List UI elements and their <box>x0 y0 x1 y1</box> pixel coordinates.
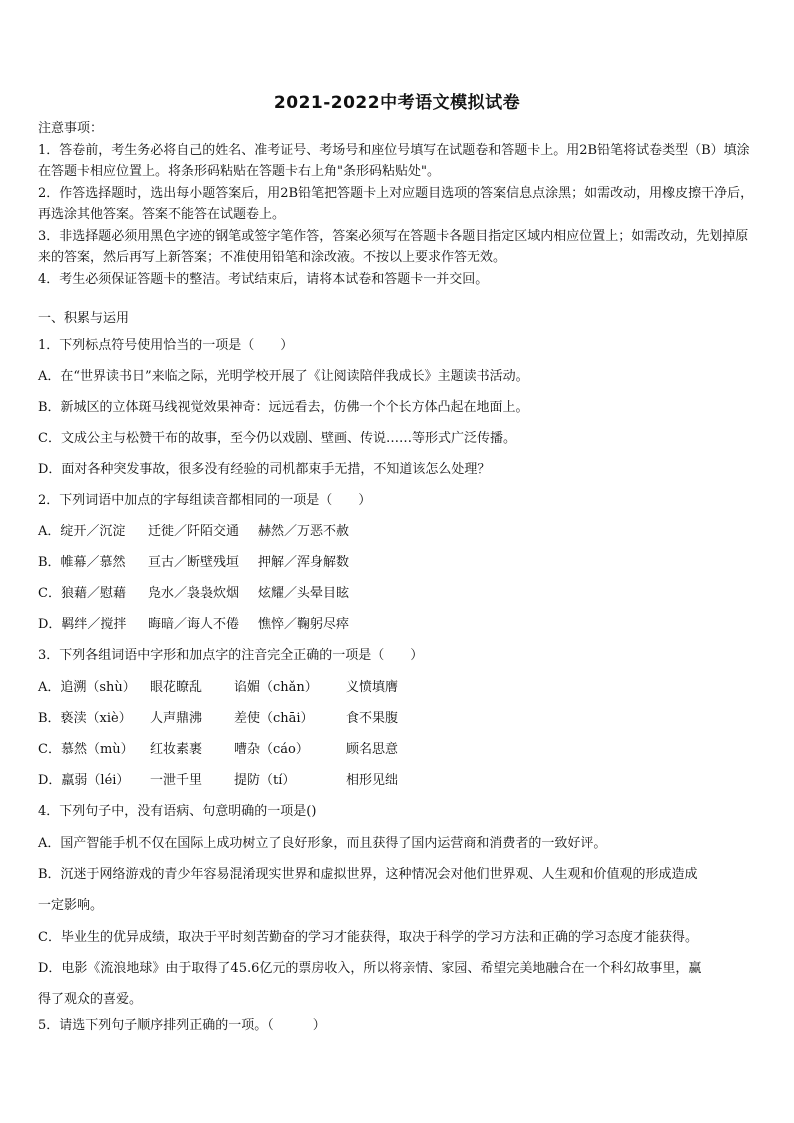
q2-c-part3: 炫耀／头晕目眩 <box>258 586 350 601</box>
q4-option-d-cont: 得了观众的喜爱。 <box>38 992 143 1007</box>
q2-b-part2: 亘古／断壁残垣 <box>148 555 240 570</box>
q2-option-c <box>38 582 349 601</box>
q2-d-part2: 晦暗／诲人不倦 <box>148 617 240 632</box>
q2-stem: 2．下列词语中加点的字每组读音都相同的一项是（ ） <box>38 493 372 508</box>
q2-a-part1: A．绽开／沉淀 <box>38 524 126 539</box>
q3-d-part2: 一泄千里 <box>150 773 203 788</box>
q2-c-part2: 凫水／袅袅炊烟 <box>148 586 240 601</box>
q3-d-part1: D．羸弱（léi） <box>38 773 130 788</box>
q5-stem: 5．请选下列句子顺序排列正确的一项。（ ） <box>38 1018 326 1033</box>
q4-option-c: C．毕业生的优异成绩，取决于平时刻苦勤奋的学习才能获得，取决于科学的学习方法和正确的学习态度才能获得。 <box>38 930 698 945</box>
q3-c-part4: 顾名思意 <box>346 742 399 757</box>
section-heading: 一、积累与运用 <box>38 311 130 326</box>
notice-item: 2．作答选择题时，选出每小题答案后，用2B铅笔把答题卡上对应题目选项的答案信息点涂黑；如需改动，用橡皮擦干净后，再选涂其他答案。答案不能答在试题卷上。 <box>38 185 754 222</box>
notice-item: 3．非选择题必须用黑色字迹的钢笔或签字笔作答，答案必须写在答题卡各题目指定区域内相应位置上；如需改动，先划掉原来的答案，然后再写上新答案；不准使用铅笔和涂改液。不按以上要求作答无效。 <box>38 228 749 265</box>
q1-option-b: B．新城区的立体斑马线视觉效果神奇：远远看去，仿佛一个个长方体凸起在地面上。 <box>38 400 529 415</box>
q2-d-part1: D．羁绊／搅拌 <box>38 617 127 632</box>
q1-option-a: A．在“世界读书日”来临之际，光明学校开展了《让阅读陪伴我成长》主题读书活动。 <box>38 369 529 384</box>
q3-a-part3: 谄媚（chǎn） <box>234 680 318 695</box>
q2-d-part3: 憔悴／鞠躬尽瘁 <box>258 617 350 632</box>
q2-c-part1: C．狼藉／慰藉 <box>38 586 126 601</box>
q3-b-part4: 食不果腹 <box>346 711 399 726</box>
q4-option-b-cont: 一定影响。 <box>38 898 104 913</box>
q3-a-part4: 义愤填膺 <box>346 680 399 695</box>
q3-b-part3: 差使（chāi） <box>234 711 314 726</box>
q3-b-part1: B．亵渎（xiè） <box>38 711 132 726</box>
q4-stem: 4．下列句子中，没有语病、句意明确的一项是() <box>38 804 317 819</box>
q3-option-c <box>38 738 398 757</box>
q2-a-part2: 迁徙／阡陌交通 <box>148 524 240 539</box>
q3-c-part3: 嘈杂（cáo） <box>234 742 309 757</box>
q2-b-part1: B．帷幕／慕然 <box>38 555 126 570</box>
q2-b-part3: 押解／浑身解数 <box>258 555 350 570</box>
q3-d-part3: 提防（tí） <box>234 773 296 788</box>
q1-stem: 1．下列标点符号使用恰当的一项是（ ） <box>38 338 294 353</box>
notice-item: 1．答卷前，考生务必将自己的姓名、准考证号、考场号和座位号填写在试题卷和答题卡上。用2B铅笔将试卷类型（B）填涂在答题卡相应位置上。将条形码粘贴在答题卡右上角"条形码粘贴处"。 <box>38 142 750 179</box>
q3-c-part2: 红妆素裹 <box>150 742 203 757</box>
q4-option-d: D．电影《流浪地球》由于取得了45.6亿元的票房收入，所以将亲情、家园、希望完美地融合在一个科幻故事里，赢 <box>38 961 702 976</box>
q2-a-part3: 赫然／万恶不赦 <box>258 524 350 539</box>
q3-b-part2: 人声鼎沸 <box>150 711 203 726</box>
q3-stem: 3．下列各组词语中字形和加点字的注音完全正确的一项是（ ） <box>38 648 424 663</box>
q3-option-d <box>38 769 398 788</box>
q4-option-b: B．沉迷于网络游戏的青少年容易混淆现实世界和虚拟世界，这种情况会对他们世界观、人生观和价值观的形成造成 <box>38 867 698 882</box>
q2-option-b <box>38 551 349 570</box>
q2-option-d <box>38 613 349 632</box>
q3-a-part1: A．追溯（shù） <box>38 680 136 695</box>
q4-option-a: A．国产智能手机不仅在国际上成功树立了良好形象，而且获得了国内运营商和消费者的一致好评。 <box>38 836 607 851</box>
notice-heading: 注意事项： <box>38 121 104 136</box>
notice-block <box>38 118 758 290</box>
q3-option-a <box>38 676 398 695</box>
q3-a-part2: 眼花瞭乱 <box>150 680 203 695</box>
notice-item: 4．考生必须保证答题卡的整洁。考试结束后，请将本试卷和答题卡一并交回。 <box>38 271 489 287</box>
q3-d-part4: 相形见绌 <box>346 773 399 788</box>
q1-option-c: C．文成公主与松赞干布的故事，至今仍以戏剧、壁画、传说……等形式广泛传播。 <box>38 431 516 446</box>
q3-c-part1: C．慕然（mù） <box>38 742 134 757</box>
q1-option-d: D．面对各种突发事故，很多没有经验的司机都束手无措，不知道该怎么处理？ <box>38 462 491 477</box>
page-title: 2021-2022中考语文模拟试卷 <box>273 93 521 113</box>
q2-option-a <box>38 520 349 539</box>
q3-option-b <box>38 707 398 726</box>
